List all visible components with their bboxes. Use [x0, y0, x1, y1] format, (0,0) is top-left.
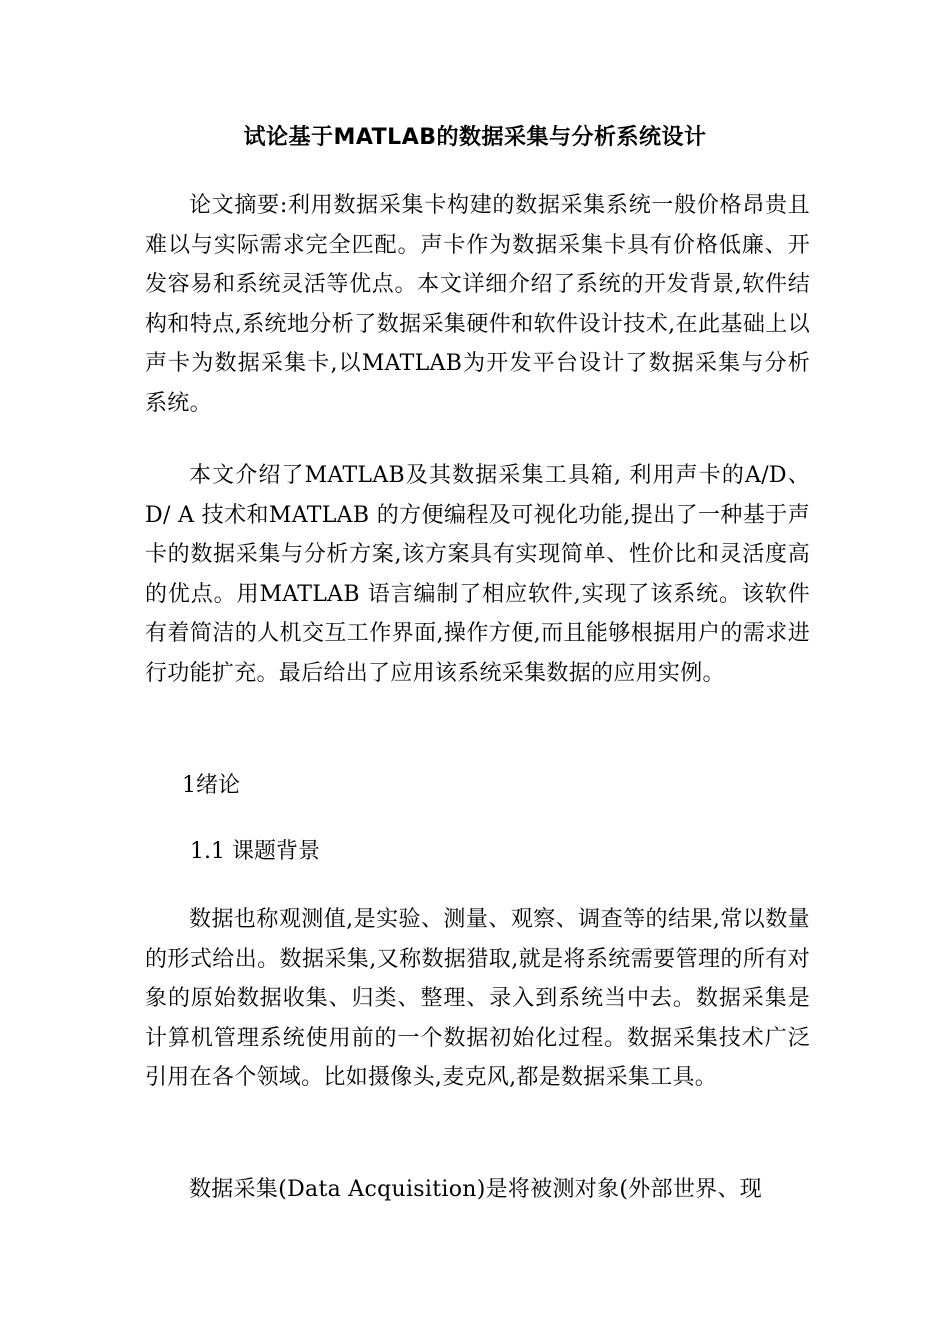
- body-paragraph: 数据也称观测值,是实验、测量、观察、调查等的结果,常以数量的形式给出。数据采集,又称数据猎取,就是将系统需要管理的所有对象的原始数据收集、归类、整理、录入到系统当中去。数据采集是计算机管理系统使用前的一个数据初始化过程。数据采集技术广泛引用在各个领域。比如摄像头,麦克风,都是数据采集工具。: [145, 907, 810, 1090]
- body-paragraph: 数据采集(Data Acquisition)是将被测对象(外部世界、现: [189, 1177, 763, 1202]
- abstract-paragraph: 论文摘要:利用数据采集卡构建的数据采集系统一般价格昂贵且难以与实际需求完全匹配。声卡作为数据采集卡具有价格低廉、开发容易和系统灵活等优点。本文详细介绍了系统的开发背景,软件结构和特点,系统地分析了数据采集硬件和软件设计技术,在此基础上以声卡为数据采集卡,以MATLAB为开发平台设计了数据采集与分析系统。: [145, 193, 810, 416]
- section-heading-1: 1绪论: [182, 773, 240, 798]
- section-heading-1-1: 1.1 课题背景: [190, 839, 320, 864]
- intro-paragraph: 本文介绍了MATLAB及其数据采集工具箱, 利用声卡的A/D、D/ A 技术和MATLAB 的方便编程及可视化功能,提出了一种基于声卡的数据采集与分析方案,该方案具有实现简单、性价比和灵活度高的优点。用MATLAB 语言编制了相应软件,实现了该系统。该软件有着简洁的人机交互工作界面,操作方便,而且能够根据用户的需求进行功能扩充。最后给出了应用该系统采集数据的应用实例。: [145, 463, 810, 686]
- document-title: 试论基于MATLAB的数据采集与分析系统设计: [243, 125, 707, 150]
